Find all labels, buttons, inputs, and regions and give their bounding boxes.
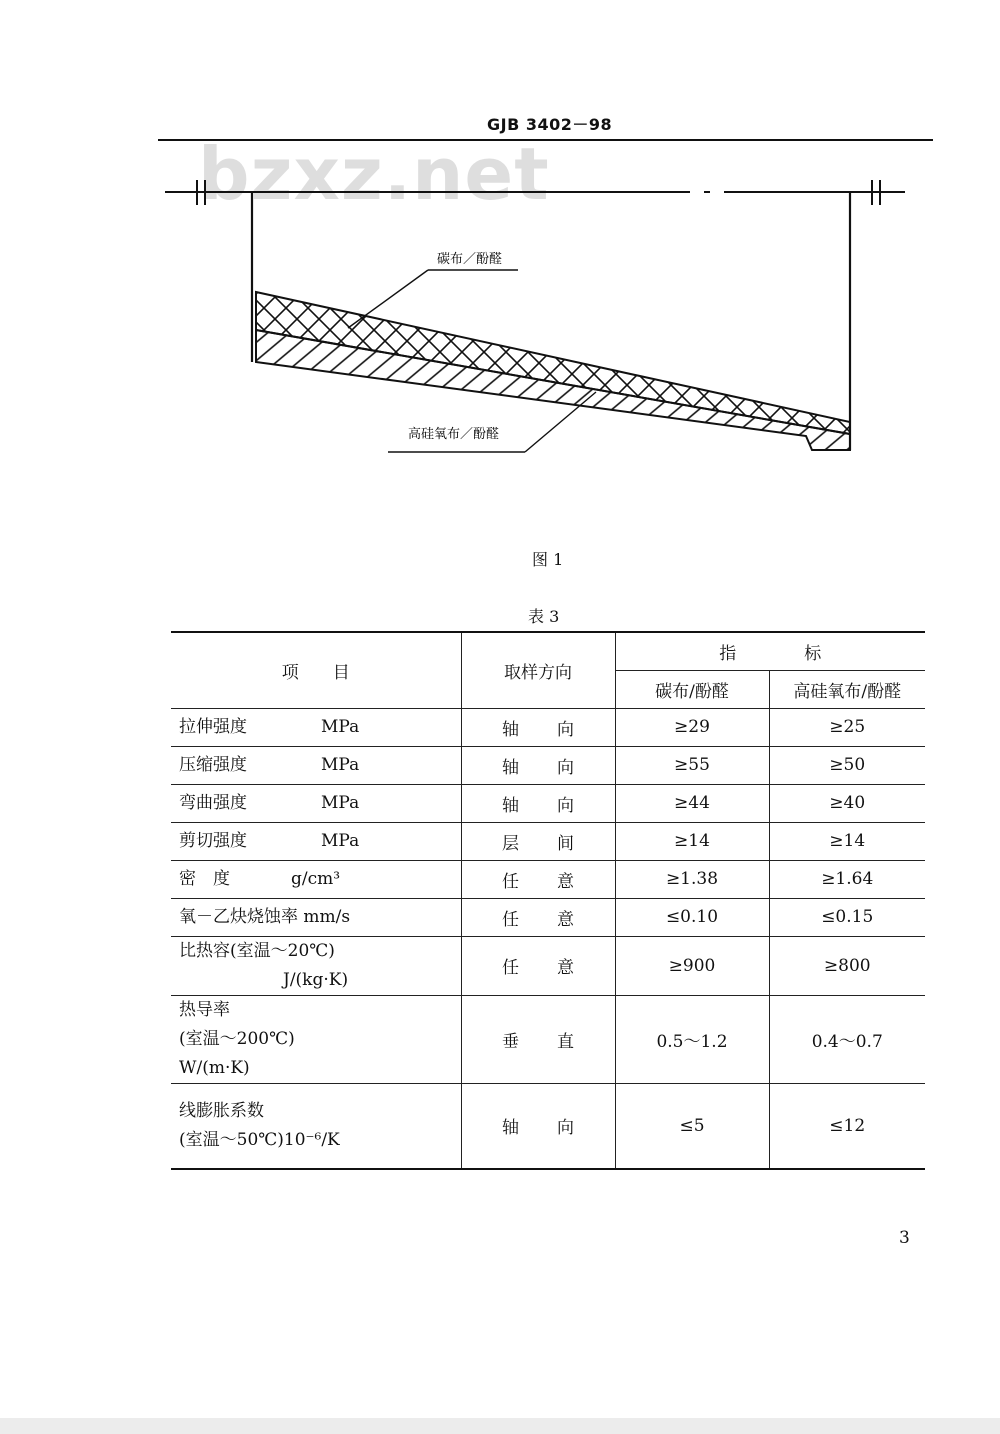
silica-value: ≥50 <box>769 746 925 784</box>
standard-code: GJB 3402－98 <box>487 115 613 134</box>
table-row <box>171 1083 925 1169</box>
dir-char: 向 <box>557 757 574 778</box>
figure-caption: 图 1 <box>532 550 564 569</box>
table-row <box>171 746 925 784</box>
table-caption: 表 3 <box>528 607 560 626</box>
table-row <box>171 995 925 1083</box>
item-name: 热导率 <box>179 999 230 1020</box>
silica-value: ≥14 <box>769 822 925 860</box>
dir-char: 垂 <box>502 1031 519 1052</box>
label-carbon-phenolic: 碳布／酚醛 <box>437 252 503 267</box>
header-index: 指 标 <box>615 632 925 670</box>
dir-char: 向 <box>557 719 574 740</box>
dir-char: 任 <box>502 871 519 892</box>
item-name: 拉伸强度 <box>179 716 247 737</box>
dir-char: 向 <box>557 1118 574 1139</box>
item-unit: MPa <box>321 830 360 851</box>
silica-value: ≤0.15 <box>769 898 925 936</box>
dir-char: 轴 <box>502 795 519 816</box>
silica-value: ≥1.64 <box>769 860 925 898</box>
property-table <box>171 631 925 1170</box>
silica-value: ≤12 <box>769 1083 925 1169</box>
carbon-value: ≥29 <box>615 708 769 746</box>
item-unit: (室温～50℃)10⁻⁶/K <box>179 1129 340 1150</box>
header-direction: 取样方向 <box>461 632 615 708</box>
center-line <box>165 180 905 205</box>
table-row <box>171 708 925 746</box>
silica-value: 0.4～0.7 <box>769 995 925 1083</box>
item-unit: MPa <box>321 792 360 813</box>
dir-char: 意 <box>557 871 574 892</box>
table-row <box>171 936 925 995</box>
watermark: bzxz.net <box>198 132 550 216</box>
dir-char: 意 <box>557 909 574 930</box>
silica-value: ≥800 <box>769 936 925 995</box>
label-high-silica-phenolic: 高硅氧布／酚醛 <box>408 427 500 442</box>
dir-char: 轴 <box>502 1118 519 1139</box>
table-row <box>171 860 925 898</box>
dir-char: 层 <box>502 833 519 854</box>
dir-char: 意 <box>557 958 574 978</box>
header-silica: 高硅氧布/酚醛 <box>769 670 925 708</box>
item-name: 弯曲强度 <box>179 792 247 813</box>
item-unit: J/(kg·K) <box>283 969 349 990</box>
dir-char: 轴 <box>502 719 519 740</box>
high-silica-phenolic-layer <box>256 330 850 450</box>
item-unit: W/(m·K) <box>179 1057 250 1078</box>
item-name: 密 度 <box>179 868 230 889</box>
table-row <box>171 822 925 860</box>
item-unit: MPa <box>321 716 360 737</box>
silica-value: ≥25 <box>769 708 925 746</box>
dir-char: 任 <box>502 909 519 930</box>
dir-char: 间 <box>557 833 574 854</box>
carbon-value: ≤5 <box>615 1083 769 1169</box>
carbon-value: ≥55 <box>615 746 769 784</box>
carbon-value: ≥1.38 <box>615 860 769 898</box>
carbon-value: ≥14 <box>615 822 769 860</box>
item-name: 线膨胀系数 <box>179 1100 264 1121</box>
item-unit: mm/s <box>303 906 351 927</box>
item-name: 比热容(室温～20℃) <box>179 940 335 961</box>
carbon-value: 0.5～1.2 <box>615 995 769 1083</box>
carbon-value: ≥44 <box>615 784 769 822</box>
item-name: 氧－乙炔烧蚀率 <box>179 906 298 927</box>
viewer-bottom-strip <box>0 1418 1000 1434</box>
table-row <box>171 898 925 936</box>
item-condition: (室温～200℃) <box>179 1028 295 1049</box>
item-unit: MPa <box>321 754 360 775</box>
header-item: 项 目 <box>171 632 461 708</box>
dir-char: 任 <box>502 958 519 978</box>
item-unit: g/cm³ <box>291 868 341 889</box>
header-carbon: 碳布/酚醛 <box>615 670 769 708</box>
page-number: 3 <box>899 1228 910 1248</box>
item-name: 压缩强度 <box>179 754 247 775</box>
carbon-value: ≤0.10 <box>615 898 769 936</box>
item-name: 剪切强度 <box>179 830 247 851</box>
cross-section-figure <box>0 160 1000 470</box>
table-row <box>171 784 925 822</box>
dir-char: 向 <box>557 795 574 816</box>
dir-char: 直 <box>557 1031 574 1052</box>
carbon-value: ≥900 <box>615 936 769 995</box>
silica-value: ≥40 <box>769 784 925 822</box>
dir-char: 轴 <box>502 757 519 778</box>
